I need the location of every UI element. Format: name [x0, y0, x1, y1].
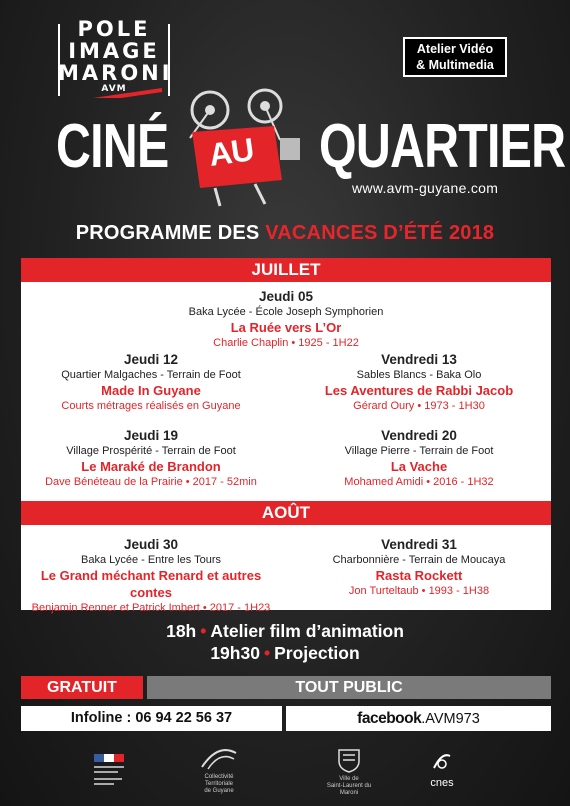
schedule-line-2: [0, 642, 570, 664]
website-url[interactable]: www.avm-guyane.com: [352, 180, 499, 196]
collectivite-line-1: Collectivité: [204, 774, 234, 780]
programme-heading-prefix: PROGRAMME DES: [75, 222, 266, 244]
tout-public-badge: TOUT PUBLIC: [147, 676, 551, 699]
event-film: Made In Guyane: [101, 383, 201, 398]
event-place: Baka Lycée - École Joseph Symphorien: [188, 306, 384, 318]
collectivite-line-2: Territoriale: [204, 781, 233, 787]
facebook-brand: facebook: [357, 710, 422, 727]
atelier-line-1: Atelier Vidéo: [416, 42, 494, 56]
programme-card: [21, 258, 551, 614]
event-film: Rasta Rockett: [375, 568, 463, 583]
saint-laurent-logo: [325, 747, 373, 797]
facebook-link[interactable]: [286, 706, 551, 731]
marianne-icon: [90, 752, 130, 792]
partner-logos: [0, 742, 570, 802]
event-credit: Dave Bénéteau de la Prairie • 2017 - 52min: [45, 476, 257, 488]
event-place: Quartier Malgaches - Terrain de Foot: [61, 369, 241, 381]
event-day: Jeudi 05: [258, 289, 314, 304]
event-day: Vendredi 31: [381, 537, 457, 552]
event-place: Sables Blancs - Baka Olo: [356, 369, 482, 381]
event-film: Les Aventures de Rabbi Jacob: [324, 383, 514, 398]
event-credit: Jon Turteltaub • 1993 - 1H38: [348, 585, 490, 597]
event-place: Village Pierre - Terrain de Foot: [344, 445, 494, 457]
event-vendredi-20: [289, 427, 549, 490]
marianne-logo: [90, 752, 130, 795]
event-film: La Vache: [390, 459, 448, 474]
programme-heading-highlight: VACANCES D’ÉTÉ 2018: [265, 222, 495, 244]
event-film: La Ruée vers L’Or: [230, 320, 342, 335]
event-day: Jeudi 30: [123, 537, 179, 552]
programme-heading: [0, 222, 570, 245]
stlaurent-line-2: Saint-Laurent du Maroni: [326, 783, 372, 796]
infoline-phone[interactable]: Infoline : 06 94 22 56 37: [21, 706, 282, 731]
cnes-swirl-icon: [430, 750, 454, 774]
logo-line-image: IMAGE: [68, 39, 160, 63]
logo-line-pole: POLE: [77, 17, 151, 41]
event-film: Le Maraké de Brandon: [81, 459, 221, 474]
event-day: Vendredi 13: [381, 352, 457, 367]
event-credit: Charlie Chaplin • 1925 - 1H22: [213, 337, 359, 349]
event-credit: Mohamed Amidi • 2016 - 1H32: [344, 476, 494, 488]
event-vendredi-13: [289, 351, 549, 414]
crest-icon: [336, 747, 362, 773]
event-place: Baka Lycée - Entre les Tours: [80, 554, 221, 566]
schedule-time-2: 19h30: [210, 643, 260, 663]
event-vendredi-31: [289, 536, 549, 599]
logo-line-maroni: MARONI: [58, 61, 173, 85]
event-film: Le Grand méchant Renard et autres contes: [40, 568, 262, 600]
atelier-video-logo: [403, 37, 507, 77]
facebook-page: .AVM973: [421, 711, 480, 727]
event-day: Jeudi 19: [123, 428, 179, 443]
event-credit: Gérard Oury • 1973 - 1H30: [353, 400, 485, 412]
gratuit-badge: GRATUIT: [21, 676, 143, 699]
event-jeudi-05: [156, 288, 416, 351]
collectivite-guyane-logo: [198, 747, 240, 795]
logo-line-avm: AVM: [101, 84, 127, 94]
event-credit: Benjamin Renner et Patrick Imbert • 2017 - 1H23: [31, 602, 271, 614]
event-day: Vendredi 20: [381, 428, 457, 443]
stlaurent-line-1: Ville de: [339, 776, 359, 782]
schedule-label-1: Atelier film d’animation: [210, 621, 404, 641]
title-cine: CINÉ: [56, 112, 169, 181]
event-jeudi-12: [21, 351, 281, 414]
schedule-time-1: 18h: [166, 621, 197, 641]
pole-image-maroni-logo: [58, 17, 173, 98]
cnes-logo: [425, 750, 459, 789]
title-quartier: QUARTIER: [319, 112, 566, 181]
bullet-icon: •: [263, 643, 271, 663]
month-aout: AOÛT: [21, 501, 551, 525]
logo-frame-icon: [58, 18, 173, 98]
title-au: AU: [206, 131, 256, 173]
event-jeudi-30: [21, 536, 281, 616]
bullet-icon: •: [200, 621, 207, 641]
event-credit: Courts métrages réalisés en Guyane: [61, 400, 241, 412]
event-jeudi-19: [21, 427, 281, 490]
event-day: Jeudi 12: [123, 352, 179, 367]
atelier-line-2: & Multimedia: [416, 58, 494, 72]
collectivite-line-3: de Guyane: [204, 788, 234, 794]
cnes-text: cnes: [430, 777, 454, 789]
event-place: Charbonnière - Terrain de Moucaya: [332, 554, 506, 566]
schedule-line-1: [0, 620, 570, 642]
schedule-label-2: Projection: [274, 643, 360, 663]
collectivite-swoosh-icon: [198, 747, 240, 771]
event-place: Village Prospérité - Terrain de Foot: [66, 445, 236, 457]
month-juillet: JUILLET: [21, 258, 551, 282]
